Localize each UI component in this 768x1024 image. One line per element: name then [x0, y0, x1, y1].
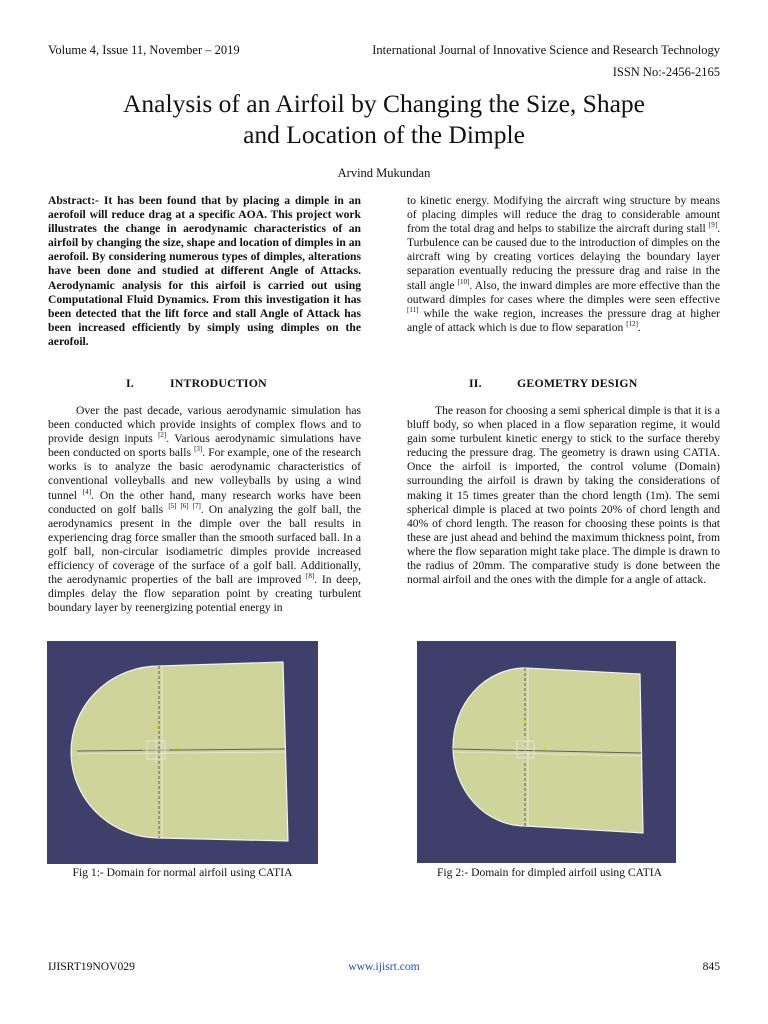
citation: [11] — [407, 305, 419, 314]
continuation-paragraph — [407, 194, 720, 335]
text-run: Over the past decade, various aerodynamic simulation has been conducted which provide insights of complex flows and to provide design inputs — [48, 404, 361, 446]
text-run: to kinetic energy. Modifying the aircraft wing structure by means of placing dimples will reduce the drag to considerable amount from the total drag and helps to stabilize the aircraft during stall — [407, 194, 720, 236]
section-title: INTRODUCTION — [170, 376, 267, 390]
text-run: . Also, the inward dimples are more effective than the outward dimples for cases where the dimples were seen effective — [407, 278, 720, 306]
header-volume: Volume 4, Issue 11, November – 2019 — [48, 43, 240, 57]
text-run: . For example, one of the research works is to analyze the basic aerodynamic characteristics of conventional volleyballs and new volleyballs by using a wind tunnel — [48, 446, 361, 502]
text-run: . On analyzing the golf ball, the aerodynamics present in the dimple over the ball results in experiencing drag force smaller than the smooth surfaced ball. In a golf ball, non-circular isodiametric dimples provide increased efficiency of coverage of the surface of a golf ball. Additionally, the aerodynamic properties of the ball are improved — [48, 502, 361, 587]
geometry-paragraph: The reason for choosing a semi spherical dimple is that it is a bluff body, so when placed in a flow separation regime, it would gain some turbulent kinetic energy to stick to the surface thereby reducing the pressure drag. The geometry is drawn using CATIA. Once the airfoil is imported, the control volume (Domain) surrounding the airfoil is drawn by taking the considerations of making it 15 times greater than the chord length (1m). The semi spherical dimple is placed at two points 20% of chord length and 40% of chord length. The reason for choosing these points is that these are just ahead and behind the maximum thickness point, from where the flow separation might take place. The dimple is drawn to the radius of 20mm. The comparative study is done between the normal airfoil and the ones with the dimple for a angle of attack. — [407, 404, 720, 587]
footer-page-number: 845 — [702, 960, 720, 973]
footer-paper-id: IJISRT19NOV029 — [48, 960, 135, 973]
header-issn: ISSN No:-2456-2165 — [612, 65, 720, 79]
footer-website-link[interactable]: www.ijisrt.com — [348, 960, 420, 973]
figure-2-image — [417, 641, 676, 863]
citation: [10] — [457, 277, 470, 286]
abstract-text: Abstract:- It has been found that by placing a dimple in an aerofoil will reduce drag at a specific AOA. This project work illustrates the change in aerodynamic characteristics of an airfoil by changing the size, shape and location of dimples in an aerofoil. By considering numerous types of dimples, alterations have been done and studied at different Angle of Attacks. Aerodynamic analysis for this airfoil is carried out using Computational Fluid Dynamics. From this investigation it has been detected that the lift force and stall Angle of Attack has been increased efficiently by simply using dimples on the aerofoil. — [48, 194, 361, 348]
section-number: I. — [126, 376, 134, 390]
title-line-1: Analysis of an Airfoil by Changing the Size, Shape — [123, 89, 645, 118]
abstract — [48, 194, 361, 349]
citation: [9] — [708, 221, 718, 230]
text-run: . In deep, dimples delay the flow separation point by creating turbulent boundary layer by reenergizing potential energy in — [48, 573, 362, 615]
introduction-body — [48, 404, 361, 615]
figure-1-caption: Fig 1:- Domain for normal airfoil using CATIA — [72, 866, 293, 879]
section-title: GEOMETRY DESIGN — [517, 376, 638, 390]
geometry-body — [407, 404, 720, 587]
citation: [12] — [626, 319, 638, 328]
citation: [5] [6] [7] — [168, 501, 201, 510]
text-run: . Various aerodynamic simulations have been conducted on sports balls — [48, 432, 361, 460]
normal-airfoil-domain-drawing — [47, 641, 318, 864]
text-run: . Turbulence can be caused due to the introduction of dimples on the aircraft wing by creating vortices delaying the boundary layer separation eventually reducing the pressure drag and raise in the stall angle — [407, 222, 720, 292]
title-line-2: and Location of the Dimple — [243, 120, 525, 149]
figure-2-caption: Fig 2:- Domain for dimpled airfoil using CATIA — [436, 866, 663, 879]
citation: [2] — [158, 431, 167, 440]
text-run: while the wake region, increases the pressure drag at higher angle of attack which is due to flow separation — [407, 306, 720, 334]
citation: [3] — [194, 445, 203, 454]
dimpled-airfoil-domain-drawing — [417, 641, 676, 863]
figure-1-image — [47, 641, 318, 864]
citation: [8] — [306, 572, 315, 581]
introduction-paragraph — [48, 404, 361, 615]
author-name: Arvind Mukundan — [337, 166, 431, 180]
citation: [4] — [82, 487, 92, 496]
text-run: . — [637, 320, 641, 334]
right-column-continuation — [407, 194, 720, 335]
header-journal: International Journal of Innovative Science and Research Technology — [372, 43, 720, 57]
section-number: II. — [469, 376, 482, 390]
text-run: . On the other hand, many research works have been conducted on golf balls — [48, 488, 361, 516]
paper-title — [0, 88, 768, 150]
